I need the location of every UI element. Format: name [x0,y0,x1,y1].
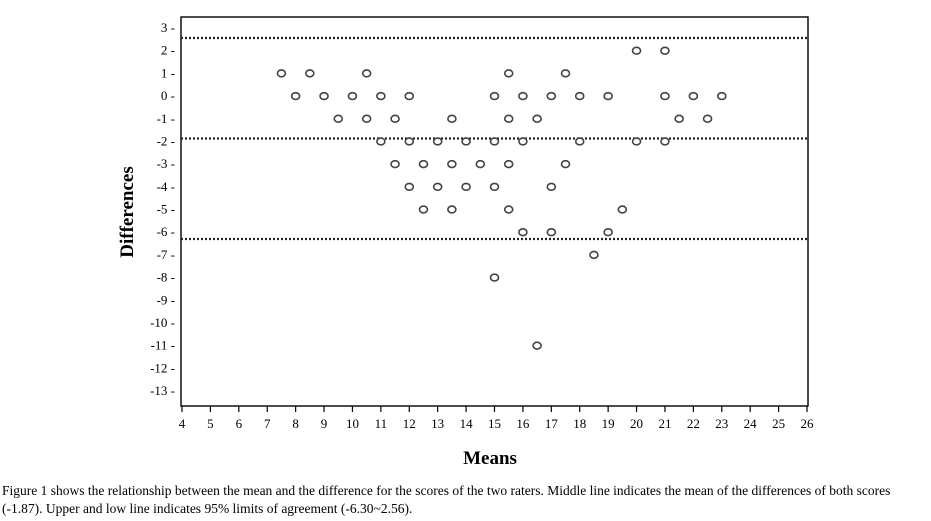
x-tick-label: 19 [601,416,615,431]
y-tick-label: 2 - [160,42,175,58]
y-tick-label: 1 - [160,65,175,81]
x-tick-label: 15 [488,416,501,431]
y-tick-label: -3 - [156,156,175,172]
data-point [604,93,612,100]
y-tick-label: -9 - [156,292,175,308]
data-point [633,47,641,54]
x-tick-label: 22 [686,416,700,431]
data-point [377,138,385,145]
data-point [562,161,570,168]
data-point [434,138,442,145]
y-tick-label: -7 - [156,246,175,262]
data-point [448,115,456,122]
data-point [306,70,314,77]
y-tick-label: -6 - [156,224,175,240]
data-point [419,206,427,213]
data-point [405,183,413,190]
data-point [348,93,356,100]
data-point [391,161,399,168]
plot-frame [181,17,808,406]
data-point [434,183,442,190]
data-point [661,93,669,100]
x-tick-label: 9 [320,416,328,431]
x-tick-label: 8 [292,416,299,431]
x-tick-label: 16 [516,416,530,431]
x-axis [179,406,814,431]
data-point [590,251,598,258]
data-point [547,183,555,190]
data-point [491,138,499,145]
y-axis [150,20,175,398]
x-tick-label: 26 [800,416,814,431]
data-point [618,206,626,213]
y-tick-label: -13 - [150,383,175,398]
x-tick-label: 24 [743,416,757,431]
data-point [519,138,527,145]
y-tick-label: -11 - [150,337,175,353]
data-point [476,161,484,168]
x-tick-label: 21 [658,416,672,431]
y-tick-label: -4 - [156,178,175,194]
data-point [491,183,499,190]
data-point [505,115,513,122]
data-point [448,206,456,213]
x-tick-label: 10 [345,416,359,431]
x-tick-label: 4 [178,416,186,431]
data-point [320,93,328,100]
data-point [505,206,513,213]
data-point [689,93,697,100]
data-point [547,93,555,100]
data-point [491,93,499,100]
data-point [363,115,371,122]
data-point [292,93,300,100]
x-tick-label: 12 [402,416,416,431]
y-tick-label: -5 - [156,201,175,217]
data-point [277,70,285,77]
y-tick-label: -8 - [156,269,175,285]
data-point [576,93,584,100]
data-point [633,138,641,145]
data-point [505,70,513,77]
x-tick-label: 13 [431,416,445,431]
y-tick-label: -1 - [156,110,175,126]
data-point [604,229,612,236]
data-point [462,183,470,190]
x-tick-label: 11 [374,416,388,431]
data-point [576,138,584,145]
data-point [718,93,726,100]
data-point [562,70,570,77]
data-point [519,93,527,100]
figure-caption: Figure 1 shows the relationship between the mean and the difference for the scores of the two raters. Middle line indicates the mean of the differences of both scores (-1.87). Upper and low line indicates 95% limits of agreement (-6.30~2.56). [2,483,891,516]
x-tick-label: 23 [715,416,729,431]
y-axis-title: Differences [117,166,138,258]
data-point [661,47,669,54]
x-tick-label: 25 [772,416,786,431]
x-axis-title: Means [463,448,517,469]
x-tick-label: 6 [235,416,243,431]
data-point [405,138,413,145]
x-tick-label: 18 [573,416,587,431]
x-tick-label: 5 [207,416,214,431]
data-point [377,93,385,100]
y-tick-label: -10 - [150,314,175,330]
x-tick-label: 7 [263,416,271,431]
x-tick-label: 20 [630,416,644,431]
data-point [391,115,399,122]
data-point [419,161,427,168]
data-point [661,138,669,145]
data-point [675,115,683,122]
x-tick-label: 17 [544,416,558,431]
data-point [505,161,513,168]
y-tick-label: -2 - [156,133,175,149]
y-tick-label: 0 - [160,88,175,104]
y-tick-label: -12 - [150,360,175,376]
data-point [405,93,413,100]
data-point [448,161,456,168]
data-points [277,47,725,349]
data-point [547,229,555,236]
y-tick-label: 3 - [160,20,175,35]
x-tick-label: 14 [459,416,473,431]
data-point [519,229,527,236]
data-point [491,274,499,281]
data-point [533,342,541,349]
data-point [462,138,470,145]
data-point [704,115,712,122]
data-point [334,115,342,122]
data-point [363,70,371,77]
data-point [533,115,541,122]
